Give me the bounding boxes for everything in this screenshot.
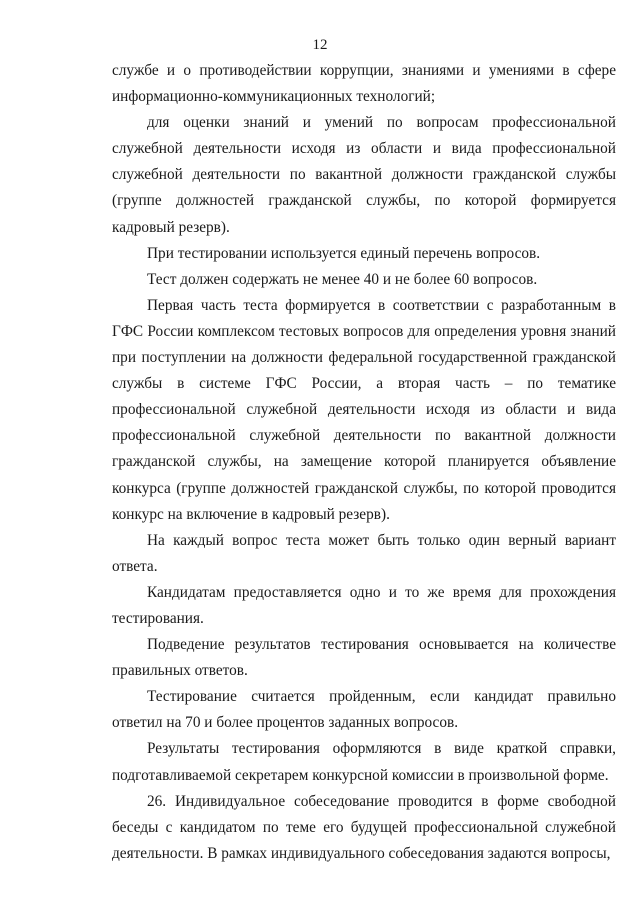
paragraph: Первая часть теста формируется в соответствии с разработанным в ГФС России комплексом тестовых вопросов для определения уровня знаний при поступлении на должности федеральной государственной гражданской службы в системе ГФС России, а вторая часть – по тематике профессиональной служебной деятельности исходя из области и вида профессиональной служебной деятельности по вакантной должности гражданской службы, на замещение которой планируется объявление конкурса (группе должностей гражданской службы, по которой проводится конкурс на включение в кадровый резерв). (112, 296, 616, 523)
paragraph: 26. Индивидуальное собеседование проводится в форме свободной беседы с кандидатом по теме его будущей профессиональной служебной деятельности. В рамках индивидуального собеседования задаются вопросы, (112, 792, 616, 862)
paragraph: Подведение результатов тестирования основывается на количестве правильных ответов. (112, 636, 616, 680)
page-number: 12 (312, 37, 328, 53)
paragraph: При тестировании используется единый перечень вопросов. (147, 244, 541, 262)
paragraph: Тест должен содержать не менее 40 и не более 60 вопросов. (147, 270, 538, 288)
paragraph: службе и о противодействии коррупции, знаниями и умениями в сфере информационно-коммуникационных технологий; (112, 62, 616, 106)
paragraph: На каждый вопрос теста может быть только один верный вариант ответа. (112, 531, 616, 575)
document-body (112, 58, 616, 867)
paragraph: для оценки знаний и умений по вопросам профессиональной служебной деятельности исходя из области и вида профессиональной служебной деятельности по вакантной должности гражданской службы (группе должностей гражданской службы, по которой формируется кадровый резерв). (112, 114, 616, 236)
paragraph: Тестирование считается пройденным, если кандидат правильно ответил на 70 и более процентов заданных вопросов. (112, 688, 616, 732)
paragraph: Кандидатам предоставляется одно и то же время для прохождения тестирования. (112, 583, 616, 627)
paragraph: Результаты тестирования оформляются в виде краткой справки, подготавливаемой секретарем конкурсной комиссии в произвольной форме. (112, 740, 616, 784)
